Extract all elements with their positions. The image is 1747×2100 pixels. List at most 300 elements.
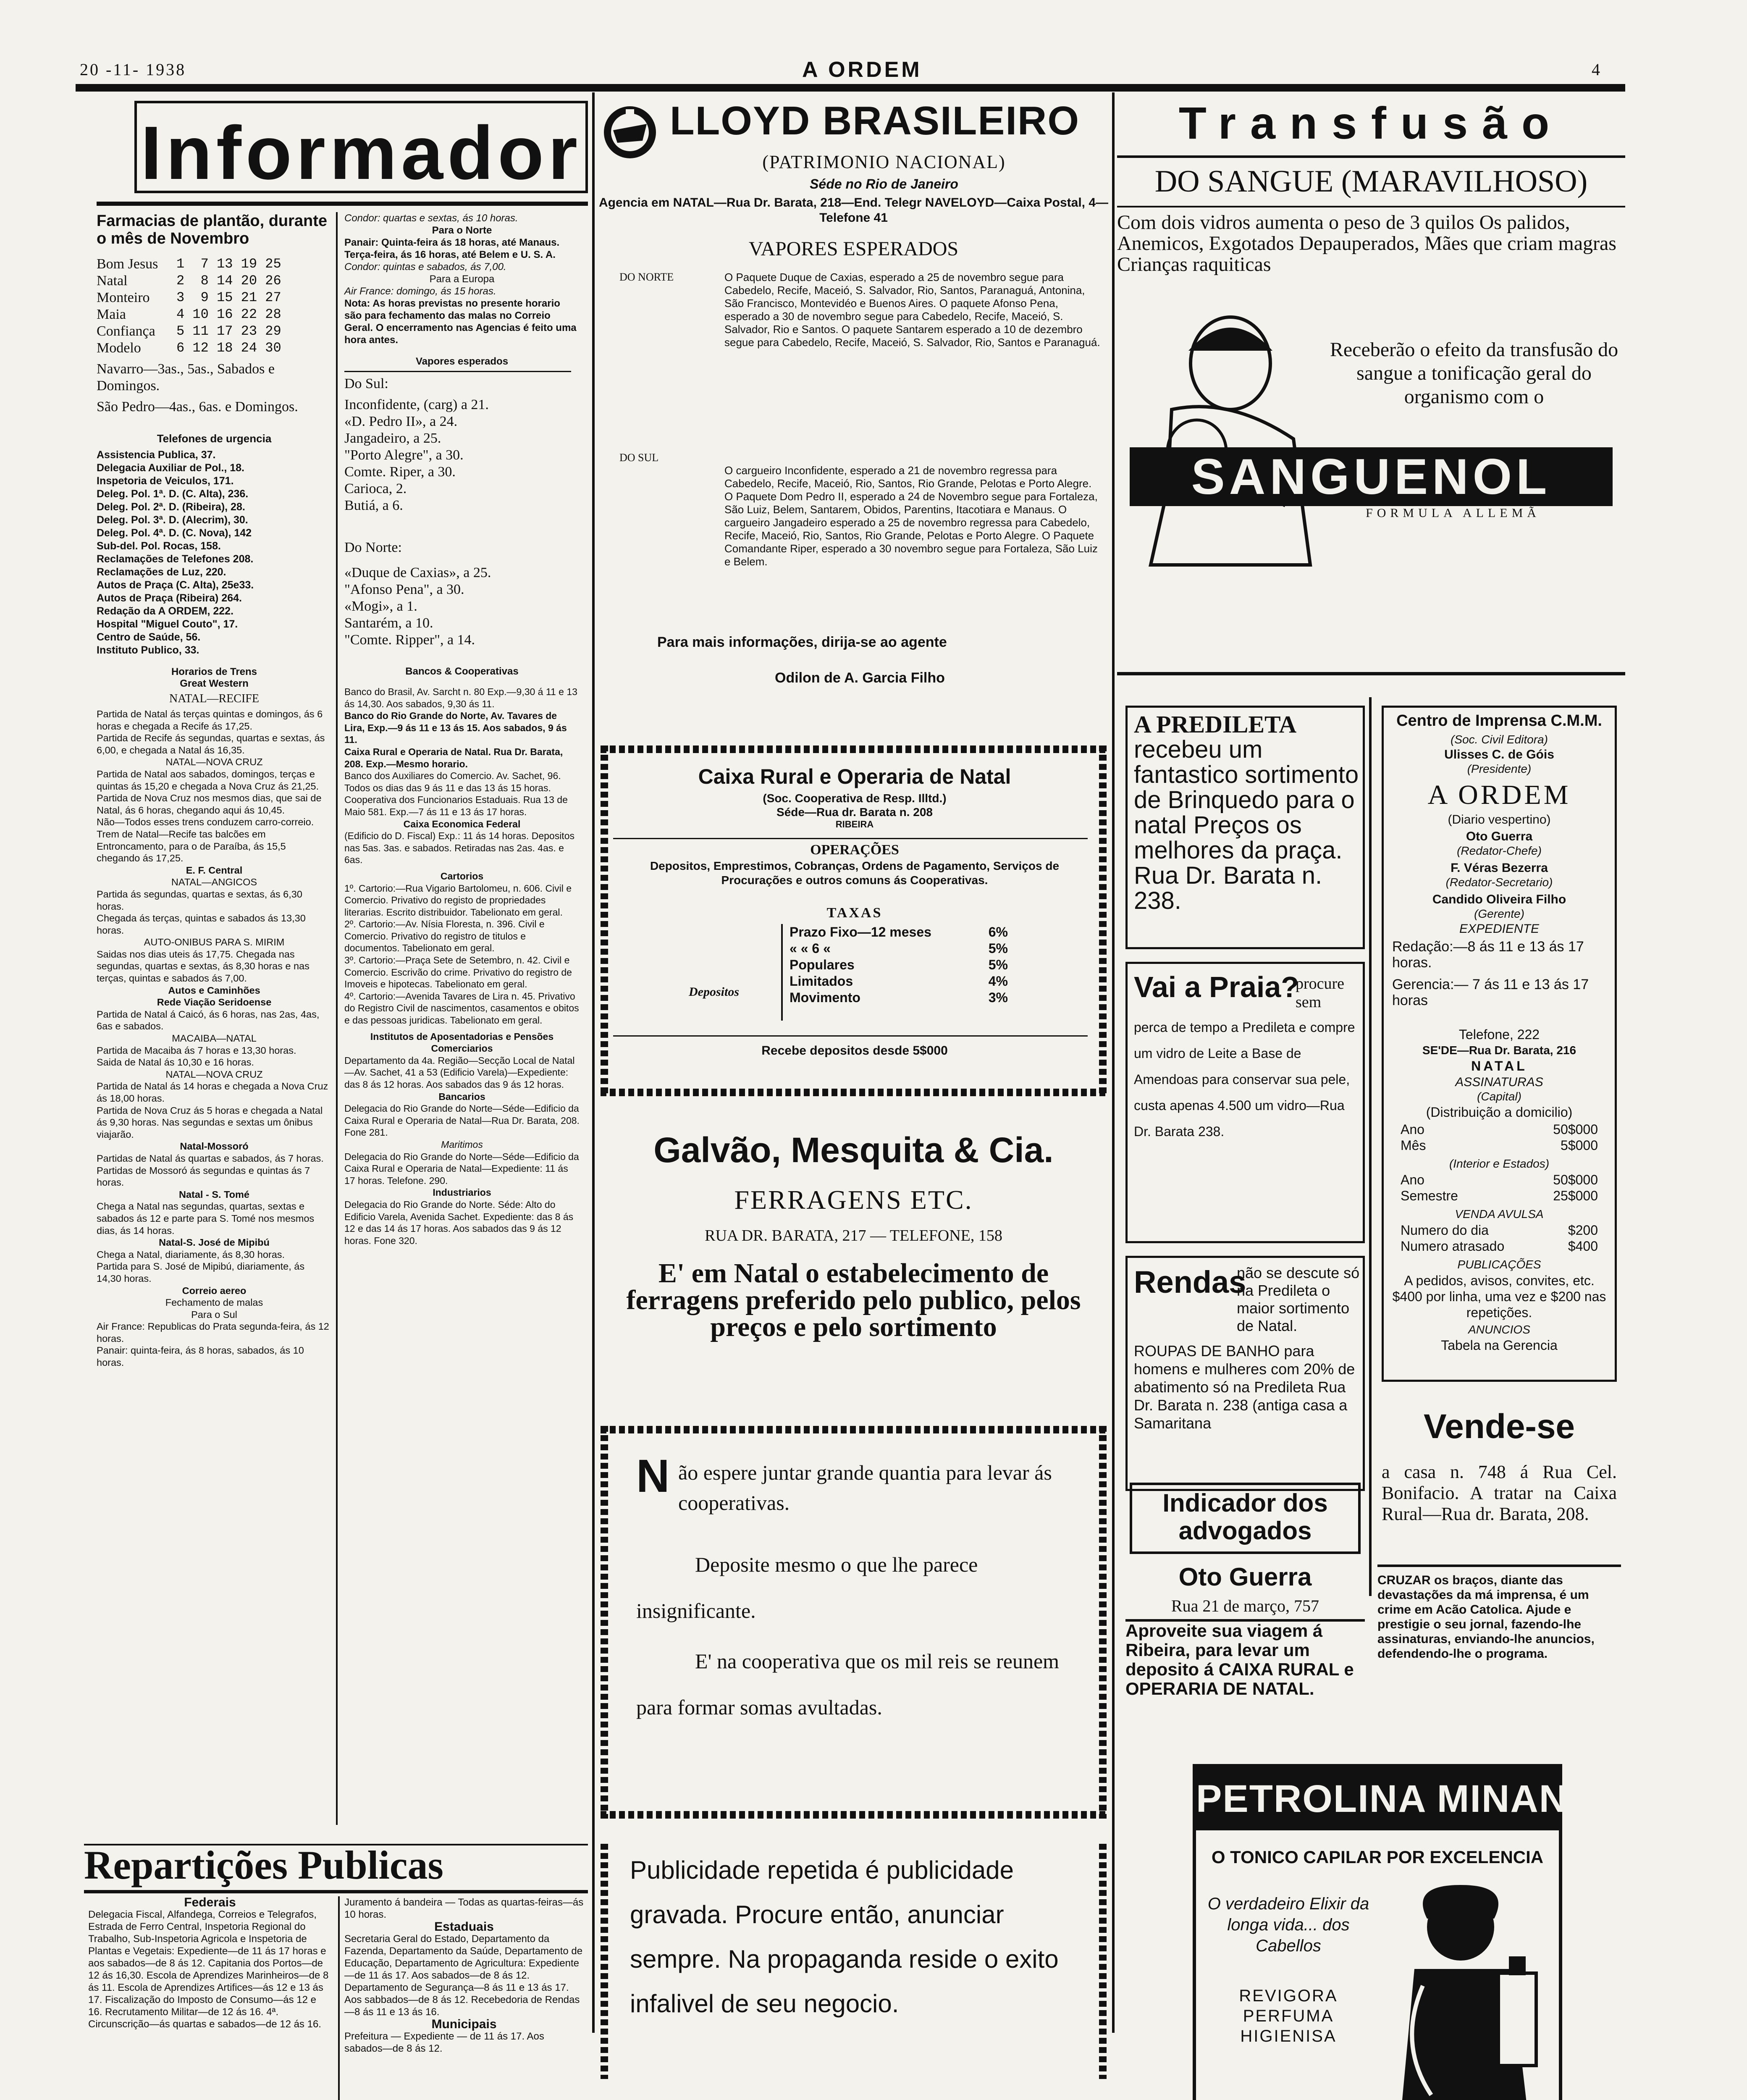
telefones-heading: Telefones de urgencia <box>157 432 272 445</box>
telefone-item: Deleg. Pol. 4ª. D. (C. Nova), 142 <box>97 527 252 539</box>
caixa-border-left <box>601 746 608 1096</box>
lloyd-info: Para mais informações, dirija-se ao agente <box>657 634 947 650</box>
horario-line: NATAL—NOVA CRUZ <box>165 1068 263 1080</box>
banco-line: Banco do Brasil, Av. Sarcht n. 80 Exp.—9,30 á 11 e 13 ás 14,30. Aos sabados, 9,30 ás 11. <box>344 686 577 709</box>
centro-assinaturas-heading: ASSINATURAS <box>1455 1075 1543 1089</box>
horario-line: Chegada ás terças, quintas e sabados ás 13,30 horas. <box>97 913 306 936</box>
informador <box>84 97 588 1835</box>
lloyd-emblem-icon <box>601 101 659 164</box>
rendas-roupas: ROUPAS DE BANHO para homens e mulheres com 20% de abatimento só na Predileta Rua Dr. Barata n. 238 (antiga casa a Samaritana <box>1134 1342 1355 1432</box>
horario-line: Partida para S. José de Mipibú, diariamente, ás 14,30 horas. <box>97 1261 305 1284</box>
informador-title: Informador <box>140 111 582 195</box>
predileta-text: recebeu um fantastico sortimento de Brinquedo para o natal Preços os melhores da praça. Rua Dr. Barata n. 238. <box>1134 736 1359 914</box>
lloyd-vapores-heading: VAPORES ESPERADOS <box>748 238 959 260</box>
caixa-divider-2 <box>613 1035 1088 1037</box>
taxa-value: 5% <box>988 957 1008 972</box>
banco-line: 4º. Cartorio:—Avenida Tavares de Lira n. 45. Privativo do Registro Civil de nascimentos, casamentos e obitos e das pessoas juridicas. Tabelionato em geral. <box>344 990 579 1026</box>
horario-line: Partida de Macaiba ás 7 horas e 13,30 horas. <box>97 1045 296 1056</box>
federais-text: Delegacia Fiscal, Alfandega, Correios e Telegrafos, Estrada de Ferro Central, Inspetoria Regional do Trabalho, Sub-Inspetoria Agricola e Inspetoria de Plantas e Vegetais: Expediente—de 11 ás 17 horas e aos sabados—de 8 ás 12. Capitania dos Portos—de 12 ás 16,30. Escola de Aprendizes Marinheiros—de 8 ás 11. Escola de Aprendizes Artifices—ás 12 e 13 ás 17. Fiscalização do Imposto de Consumo—ás 12 e 16. Recrutamento Militar—de 12 ás 16. 4ª. Circunscrição—ás quartas e sabados—de 12 ás 16. <box>88 1909 329 2030</box>
centro-publicacoes: A pedidos, avisos, convites, etc. $400 por linha, uma vez e $200 nas repetições. <box>1392 1273 1606 1320</box>
galvao-sub: FERRAGENS ETC. <box>734 1185 973 1215</box>
taxa-row <box>790 973 1008 990</box>
cruzar-text: CRUZAR os braços, diante das devastações da má imprensa, é um crime em Acão Catolica. Ajude e prestigie o seu jornal, fazendo-lhe assinaturas, enviando-lhe anuncios, defendendo-lhe o programa. <box>1377 1573 1595 1661</box>
coop-p2: Deposite mesmo o que lhe parece insignificante. <box>636 1553 978 1622</box>
navarro-text: Navarro—3as., 5as., Sabados e Domingos. <box>97 361 275 394</box>
horario-line: Autos e Caminhões <box>168 984 260 996</box>
taxa-label: Limitados <box>790 974 853 989</box>
centro-presidente: (Presidente) <box>1467 762 1532 775</box>
transfusao-title: Transfusão <box>1178 97 1564 148</box>
horario-line: Correio aereo <box>182 1285 247 1296</box>
transfusao-brand: SANGUENOL <box>1130 447 1613 506</box>
horario-line: E. F. Central <box>186 864 243 876</box>
vapor-line: Do Sul: <box>344 376 388 391</box>
petrolina-title: PETROLINA MINANCORA <box>1196 1767 1559 1830</box>
publicidade-text: Publicidade repetida é publicidade gravada. Procure então, anunciar sempre. Na propaganda reside o exito infalivel de seu negocio. <box>630 1856 1059 2018</box>
vai-praia-text: perca de tempo a Predileta e compre um vidro de Leite a Base de Amendoas para conservar sua pele, custa apenas 4.500 um vidro—Rua Dr. Barata 238. <box>1134 1020 1355 1139</box>
horario-line: Trem de Natal—Recife tas balcões em Entroncamento, para o de Paraíba, ás 15,5 chegando ás 17,25. <box>97 828 286 864</box>
telefone-item: Deleg. Pol. 3ª. D. (Alecrim), 30. <box>97 514 248 526</box>
taxa-row <box>790 940 1008 957</box>
taxa-value: 4% <box>988 974 1008 989</box>
coop-border-top <box>601 1426 1107 1433</box>
juramento-text: Juramento á bandeira — Todas as quartas-feiras—ás 10 horas. <box>344 1897 584 1920</box>
caixa-taxas-bracket <box>781 924 783 1021</box>
telefone-item: Autos de Praça (Ribeira) 264. <box>97 592 242 604</box>
farmacia-days: 2 8 14 20 26 <box>176 273 281 289</box>
vende-se-title: Vende-se <box>1423 1407 1575 1446</box>
horario-line: Natal-S. José de Mipibú <box>159 1237 270 1248</box>
centro-oto: Oto Guerra <box>1466 830 1533 843</box>
avulsa-value: $400 <box>1568 1239 1598 1254</box>
farmacia-row <box>97 340 332 357</box>
avulsa-label: Numero atrasado <box>1401 1239 1505 1254</box>
banco-line: Delegacia do Rio Grande do Norte—Séde—Edificio da Caixa Rural e Operaria de Natal—Rua Dr. Barata, 208. Fone 281. <box>344 1103 580 1138</box>
banco-line: (Edificio do D. Fiscal) Exp.: 11 ás 14 horas. Depositos nas 5as. 3as. e sabados. Retiradas nas 2as. 4as. e 6as. <box>344 830 574 866</box>
centro-telefone: Telefone, 222 <box>1458 1027 1540 1042</box>
farmacia-name: Natal <box>97 273 128 289</box>
horarios-heading: Horarios de Trens <box>171 666 257 677</box>
vapor-line: Butiá, a 6. <box>344 498 403 513</box>
lloyd-ad <box>598 94 1109 739</box>
elixir-bottle-figure-icon <box>1372 1877 1557 2100</box>
banco-line: Todos os dias das 9 ás 11 e das 13 ás 15 horas. <box>344 782 551 793</box>
caixa-border-right <box>1099 746 1107 1096</box>
banco-line: Cooperativa dos Funcionarios Estaduais. Rua 13 de Maio 581. Exp.—7 ás 11 e 13 ás 17 horas. <box>344 794 568 817</box>
preco-label: Ano <box>1401 1172 1424 1187</box>
telefone-item: Inspetoria de Veiculos, 171. <box>97 475 234 487</box>
caixa-rural-ad <box>613 756 1096 1088</box>
bancos-text <box>344 686 580 1247</box>
vapores-heading: Vapores esperados <box>415 356 509 367</box>
federais-heading: Federais <box>184 1895 236 1909</box>
farmacia-days: 1 7 13 19 25 <box>176 256 281 272</box>
publicidade-border-left <box>601 1844 608 2079</box>
avulsa-row <box>1401 1238 1598 1254</box>
masthead-page: 4 <box>1592 60 1602 79</box>
farmacia-row <box>97 273 332 289</box>
farmacia-days: 6 12 18 24 30 <box>176 340 281 356</box>
masthead-rule <box>76 84 1625 92</box>
horarios-text <box>97 708 332 1369</box>
informador-rule <box>97 202 588 206</box>
telefones-list <box>97 449 332 657</box>
preco-value: 25$000 <box>1553 1188 1598 1203</box>
taxa-value: 5% <box>988 941 1008 956</box>
vapores-list <box>344 375 580 648</box>
banco-line: Comerciarios <box>431 1043 493 1054</box>
vapor-line: Do Norte: <box>344 540 402 555</box>
banco-line: Departamento da 4a. Região—Secção Local de Natal—Av. Sachet, 41 a 53 (Edificio Varela)—Expediente: das 8 ás 12 horas. Aos sabados das 9 ás 12 horas. <box>344 1055 575 1090</box>
banco-line: Caixa Rural e Operaria de Natal. Rua Dr. Barata, 208. Exp.—Mesmo horario. <box>344 746 563 769</box>
horario-line: Partida ás segundas, quartas e sextas, ás 6,30 horas. <box>97 888 302 912</box>
horario-line: Não—Todos esses trens conduzem carro-correio. <box>97 816 314 828</box>
centro-redator-secretario: (Redator-Secretario) <box>1445 876 1553 889</box>
caixa-divider <box>613 838 1088 839</box>
banco-line: Cartorios <box>440 870 484 882</box>
reparticoes-federais <box>88 1896 332 2030</box>
farmacias-heading: Farmacias de plantão, durante o mês de Novembro <box>97 212 328 247</box>
transfusao-rule <box>1117 155 1625 158</box>
centro-distribuicao: (Distribuição a domicilio) <box>1426 1105 1573 1120</box>
transfusao-formula: FORMULA ALLEMÃ <box>1366 506 1540 520</box>
centro-avulsa-heading: VENDA AVULSA <box>1455 1208 1544 1221</box>
centro-anuncios-heading: ANUNCIOS <box>1468 1323 1530 1336</box>
caixa-city: RIBEIRA <box>835 819 874 830</box>
telefone-item: Deleg. Pol. 2ª. D. (Ribeira), 28. <box>97 501 245 513</box>
horario-line: Partida de Nova Cruz ás 5 horas e chegada a Natal ás 9,30 horas. Nas segundas e sextas um ônibus viajarão. <box>97 1105 323 1140</box>
correio-line: Air France: domingo, ás 15 horas. <box>344 286 496 297</box>
caixa-title: Caixa Rural e Operaria de Natal <box>698 765 1011 788</box>
centro-capital: (Capital) <box>1477 1090 1521 1103</box>
farmacia-days: 4 10 16 22 28 <box>176 307 281 322</box>
horario-line: Saidas nos dias uteis ás 17,75. Chegada nas segundas, quartas e sextas, ás 8,30 horas e nas terças, quintas e sabados ás 7,00. <box>97 948 310 984</box>
telefone-item: Reclamações de Luz, 220. <box>97 566 226 578</box>
vapor-line: Jangadeiro, a 25. <box>344 430 441 446</box>
centro-cidade: NATAL <box>1471 1058 1527 1074</box>
galvao-slogan: E' em Natal o estabelecimento de ferragens preferido pelo publico, pelos preços e pelo sortimento <box>626 1258 1081 1342</box>
taxa-row <box>790 924 1008 940</box>
indicador-address: Rua 21 de março, 757 <box>1171 1596 1319 1615</box>
farmacia-name: Modelo <box>97 340 141 356</box>
horario-line: Saida de Natal ás 10,30 e 16 horas. <box>97 1057 254 1068</box>
estaduais-text: Secretaria Geral do Estado, Departamento da Fazenda, Departamento da Saúde, Departamento de Educação, Departamento de Agricultura: Expediente—de 11 ás 17. Aos sabados—de 8 ás 12. Departamento de Segurança—8 ás 11 e 13 ás 17. Aos sabbados—de 8 ás 12. Recebedoria de Rendas—8 ás 11 e 13 ás 16. <box>344 1933 583 2018</box>
telefone-item: Hospital "Miguel Couto", 17. <box>97 618 238 630</box>
horario-line: MACAIBA—NATAL <box>172 1033 257 1044</box>
transfusao-sub: DO SANGUE (MARAVILHOSO) <box>1154 164 1588 199</box>
natal-recife-heading: NATAL—RECIFE <box>169 692 259 705</box>
centro-precos-table <box>1401 1121 1598 1153</box>
lloyd-agencia: Agencia em NATAL—Rua Dr. Barata, 218—End. Telegr NAVELOYD—Caixa Postal, 4—Telefone 41 <box>598 196 1109 225</box>
indicador-title: Indicador dos advogados <box>1162 1489 1328 1545</box>
horario-line: Air France: Republicas do Prata segunda-feira, ás 12 horas. <box>97 1321 329 1344</box>
centro-candido: Candido Oliveira Filho <box>1432 892 1566 906</box>
lloyd-title: LLOYD BRASILEIRO <box>670 98 1080 143</box>
transfusao-rule-2 <box>1117 206 1625 207</box>
preco-row <box>1401 1188 1598 1204</box>
farmacia-days: 3 9 15 21 27 <box>176 290 281 305</box>
vende-se-rule <box>1377 1564 1621 1567</box>
predileta-title: A PREDILETA <box>1134 711 1297 738</box>
banco-line: Institutos de Aposentadorias e Pensões <box>370 1031 554 1042</box>
preco-value: 50$000 <box>1553 1172 1598 1187</box>
correio-line: Panair: Quinta-feira ás 18 horas, até Manaus. Terça-feira, ás 16 horas, até Belem e U. S. A. <box>344 237 560 260</box>
centro-diario: (Diario vespertino) <box>1448 813 1551 827</box>
aproveite-text: Aproveite sua viagem á Ribeira, para levar um deposito á CAIXA RURAL e OPERARIA DE NATAL. <box>1125 1621 1354 1698</box>
petrolina-ad <box>1193 1764 1685 2100</box>
preco-row <box>1401 1121 1598 1137</box>
taxa-row <box>790 990 1008 1006</box>
horario-line: Partida de Natal ás 14 horas e chegada a Nova Cruz ás 18,00 horas. <box>97 1081 328 1104</box>
horario-line: Para o Sul <box>191 1309 237 1320</box>
telefone-item: Deleg. Pol. 1ª. D. (C. Alta), 236. <box>97 488 249 500</box>
caixa-taxas-table <box>790 924 1008 1006</box>
lloyd-do-norte-text: O Paquete Duque de Caxias, esperado a 25 de novembro segue para Cabedelo, Recife, Maceió, S. Salvador, Rio, Santos, Paranaguá, Antonina, São Francisco, Montevidéo e Buenos Aires. O paquete Afonso Pena, esperado a 30 de novembro segue para Cabedelo, Recife, Maceió, S. Salvador, Rio e Santos. O paquete Santarem esperado a 10 de dezembro segue para Cabedelo, Recife, Maceió, S. Salvador, Rio, Santos e Paranaguá. <box>724 271 1100 349</box>
indicador-box <box>1130 1483 1361 1554</box>
caixa-subtitle: (Soc. Cooperativa de Resp. Illtd.) <box>763 792 947 805</box>
centro-expediente-heading: EXPEDIENTE <box>1459 922 1540 936</box>
avulsa-row <box>1401 1222 1598 1238</box>
horario-line: Partida de Natal aos sabados, domingos, terças e quintas ás 15,20 e chegada a Nova Cruz ás 21,25. <box>97 768 319 792</box>
rendas-text: não se descute só na Predileta o maior sortimento de Natal. <box>1237 1264 1360 1334</box>
galvao-title: Galvão, Mesquita & Cia. <box>653 1130 1054 1170</box>
publicidade-border-right <box>1099 1844 1107 2079</box>
vapor-line: Inconfidente, (carg) a 21. <box>344 397 489 412</box>
right-column-rule <box>1117 672 1625 675</box>
vai-praia-title: Vai a Praia? <box>1134 971 1299 1003</box>
municipais-text: Prefeitura — Expediente — de 11 ás 17. Aos sabados—de 8 ás 12. <box>344 2031 544 2054</box>
column-rule-1 <box>592 92 595 2033</box>
horario-line: Natal - S. Tomé <box>178 1189 249 1200</box>
preco-row <box>1401 1172 1598 1188</box>
telefone-item: Centro de Saúde, 56. <box>97 631 201 643</box>
petrolina-elixir: O verdadeiro Elixir da longa vida... dos Cabellos <box>1207 1895 1369 1955</box>
column-rule-2 <box>1112 92 1115 2033</box>
caixa-sede: Séde—Rua dr. Barata n. 208 <box>776 806 933 819</box>
avulsa-label: Numero do dia <box>1401 1223 1489 1238</box>
farmacia-name: Bom Jesus <box>97 256 158 272</box>
correio-line: Condor: quartas e sextas, ás 10 horas. <box>344 213 518 224</box>
centro-redacao: Redação:—8 ás 11 e 13 ás 17 horas. <box>1392 939 1584 971</box>
banco-line: Industriarios <box>433 1187 491 1198</box>
horario-line: Natal-Mossoró <box>180 1141 249 1152</box>
vapor-line: "Comte. Ripper", a 14. <box>344 632 475 648</box>
vapor-line: Santarém, a 10. <box>344 615 433 631</box>
farmacia-days: 5 11 17 23 29 <box>176 323 281 339</box>
centro-title: Centro de Imprensa C.M.M. <box>1396 712 1602 730</box>
correio-line: Para a Europa <box>429 273 495 285</box>
centro-redator-chefe: (Redator-Chefe) <box>1457 844 1542 857</box>
reparticoes-title: Repartições Publicas <box>84 1843 443 1887</box>
farmacia-name: Confiança <box>97 323 155 339</box>
horario-line: Chega a Natal nas segundas, quartas, sextas e sabados ás 12 e parte para S. Tomé nos mesmos dias, ás 14 horas. <box>97 1201 315 1236</box>
lloyd-sede: Séde no Rio de Janeiro <box>810 176 958 192</box>
telefone-item: Sub-del. Pol. Rocas, 158. <box>97 540 221 552</box>
coop-p1: ão espere juntar grande quantia para levar ás cooperativas. <box>678 1461 1052 1515</box>
centro-soc: (Soc. Civil Editora) <box>1451 733 1548 746</box>
taxa-row <box>790 957 1008 973</box>
horario-line: Fechamento de malas <box>165 1297 263 1308</box>
informador-title-box <box>134 101 588 193</box>
farmacia-row <box>97 256 332 273</box>
horario-line: Partidas de Natal ás quartas e sabados, ás 7 horas. <box>97 1152 324 1164</box>
telefone-item: Reclamações de Telefones 208. <box>97 553 254 565</box>
banco-line: Caixa Economica Federal <box>403 818 521 830</box>
vapor-line: "Afonso Pena", a 30. <box>344 582 464 597</box>
preco-label: Mês <box>1401 1138 1426 1153</box>
vapores-rule <box>344 371 571 372</box>
petrolina-tonico: O TONICO CAPILAR POR EXCELENCIA <box>1211 1847 1544 1867</box>
centro-avulsa-table <box>1401 1222 1598 1254</box>
farmacia-row <box>97 323 332 340</box>
transfusao-text1: Com dois vidros aumenta o peso de 3 quilos Os palidos, Anemicos, Exgotados Depauperados, Mães que criam magras Crianças raquiticas <box>1117 211 1616 276</box>
masthead-title: A ORDEM <box>802 58 922 82</box>
preco-value: 50$000 <box>1553 1122 1598 1137</box>
coop-border-left <box>601 1426 608 1819</box>
rendas-ad <box>1125 1256 1365 1491</box>
banco-line: Maritimos <box>441 1139 483 1150</box>
petrolina-revigora: REVIGORA PERFUMA HIGIENISA <box>1239 1987 1338 2045</box>
horario-line: Partida de Natal ás terças quintas e domingos, ás 6 horas e chegada a Recife ás 17,25. <box>97 709 323 732</box>
horario-line: Rede Viação Seridoense <box>157 997 272 1008</box>
taxa-label: Prazo Fixo—12 meses <box>790 924 931 940</box>
centro-interior: (Interior e Estados) <box>1449 1157 1550 1170</box>
predileta-ad <box>1125 706 1365 949</box>
centro-anuncios: Tabela na Gerencia <box>1441 1338 1558 1353</box>
farmacia-name: Maia <box>97 307 126 322</box>
centro-gerencia: Gerencia:— 7 ás 11 e 13 ás 17 horas <box>1392 976 1589 1008</box>
horario-line: Partida de Recife ás segundas, quartas e sextas, ás 6,00, e chegada a Natal ás 16,35. <box>97 732 325 756</box>
taxa-label: Movimento <box>790 990 860 1005</box>
coop-border-bottom <box>601 1811 1107 1819</box>
farmacias-table <box>97 256 332 357</box>
caixa-operacoes-text: Depositos, Emprestimos, Cobranças, Ordens de Pagamento, Serviços de Procurações e outros comuns ás Cooperativas. <box>650 859 1060 887</box>
vapor-line: «D. Pedro II», a 24. <box>344 414 458 429</box>
caixa-taxas-heading: TAXAS <box>826 905 883 921</box>
centro-gerente: (Gerente) <box>1474 907 1524 920</box>
farmacia-name: Monteiro <box>97 290 150 305</box>
centro-jornal: A ORDEM <box>1427 780 1571 810</box>
banco-line: Delegacia do Rio Grande do Norte. Séde: Alto do Edificio Varela, Avenida Sachet. Expediente: das 8 ás 12 e das 14 ás 17 horas. Aos sabados das 9 ás 12 horas. Fone 320. <box>344 1199 574 1246</box>
informador-inner-rule <box>336 212 338 1825</box>
centro-sede: SE'DE—Rua Dr. Barata, 216 <box>1422 1044 1576 1057</box>
vende-se-text: a casa n. 748 á Rua Cel. Bonifacio. A tratar na Caixa Rural—Rua dr. Barata, 208. <box>1382 1462 1617 1524</box>
preco-row <box>1401 1137 1598 1153</box>
centro-ulisses: Ulisses C. de Góis <box>1444 748 1554 761</box>
vapor-line: «Mogi», a 1. <box>344 598 417 614</box>
informador-left-col <box>97 212 332 1369</box>
centro-precos2-table <box>1401 1172 1598 1204</box>
vapor-line: Comte. Riper, a 30. <box>344 464 456 480</box>
horario-line: Chega a Natal, diariamente, ás 8,30 horas. <box>97 1249 285 1260</box>
lloyd-do-norte-label: DO NORTE <box>619 271 674 283</box>
horario-line: Partidas de Mossoró ás segundas e quintas ás 7 horas. <box>97 1165 310 1188</box>
caixa-recebe: Recebe depositos desde 5$000 <box>761 1044 948 1058</box>
taxa-value: 3% <box>988 990 1008 1005</box>
preco-label: Semestre <box>1401 1188 1458 1203</box>
bancos-heading: Bancos & Cooperativas <box>405 666 519 677</box>
caixa-border-top <box>601 746 1107 753</box>
horario-line: Panair: quinta-feira, ás 8 horas, sabados, ás 10 horas. <box>97 1345 304 1368</box>
lloyd-do-sul-text: O cargueiro Inconfidente, esperado a 21 de novembro regressa para Cabedelo, Recife, Maceió, Rio, Santos, Rio Grande, Pelotas e Porto Alegre. O Paquete Dom Pedro II, esperado a 24 de Novembro segue para Fortaleza, São Luiz, Belem, Santarem, Obidos, Parentins, Itacotiara e Manaus. O cargueiro Jangadeiro esperado a 25 de novembro regressa para Cabedelo, Recife, Maceió, Rio, Santos, Rio Grande, Pelotas e Porto Alegre. O Paquete Comandante Riper, esperado a 30 novembro segue para Fortaleza, São Luiz e Belem. <box>724 464 1098 568</box>
banco-line: 3º. Cartorio:—Praça Sete de Setembro, n. 42. Civil e Comercio. Escrivão do crime. Privativo do registro de Imoveis e hipotecas. Tabelionato em geral. <box>344 955 572 990</box>
farmacia-row <box>97 306 332 323</box>
vapor-line: Carioca, 2. <box>344 481 407 496</box>
vapor-line: «Duque de Caxias», a 25. <box>344 565 491 580</box>
caixa-border-bottom <box>601 1089 1107 1096</box>
telefone-item: Delegacia Auxiliar de Pol., 18. <box>97 462 245 474</box>
informador-right-col <box>344 212 580 1247</box>
centro-imprensa <box>1382 706 1617 1382</box>
galvao-ad <box>598 1100 1109 1407</box>
centro-veras: F. Véras Bezerra <box>1451 861 1548 875</box>
avulsa-value: $200 <box>1568 1223 1598 1238</box>
horario-line: NATAL—NOVA CRUZ <box>165 756 263 768</box>
lloyd-do-sul-label: DO SUL <box>619 452 659 464</box>
correio-line: Para o Norte <box>432 225 492 236</box>
centro-publicacoes-heading: PUBLICAÇÕES <box>1457 1258 1541 1271</box>
telefone-item: Redação da A ORDEM, 222. <box>97 605 234 617</box>
correio-line: Nota: As horas previstas no presente horario são para fechamento das malas no Correio Geral. O encerramento nas Agencias é feito uma hora antes. <box>344 298 577 346</box>
galvao-address: RUA DR. BARATA, 217 — TELEFONE, 158 <box>705 1227 1002 1244</box>
correio-line: Condor: quintas e sabados, ás 7,00. <box>344 261 506 273</box>
lloyd-agent: Odilon de A. Garcia Filho <box>775 670 945 686</box>
telefone-item: Instituto Publico, 33. <box>97 644 199 656</box>
banco-line: Banco do Rio Grande do Norte, Av. Tavares de Lira, Exp.—9 ás 11 e 13 ás 15. Aos sabados, 9 ás 11. <box>344 710 567 746</box>
caixa-depositos-label: Depositos <box>689 985 739 999</box>
municipais-heading: Municipais <box>431 2017 497 2031</box>
coop-p3: E' na cooperativa que os mil reis se reunem para formar somas avultadas. <box>636 1649 1060 1719</box>
horario-line: AUTO-ONIBUS PARA S. MIRIM <box>144 937 285 948</box>
preco-value: 5$000 <box>1561 1138 1598 1153</box>
transfusao-text2: Receberão o efeito da transfusão do sangue a tonificação geral do organismo com o <box>1330 339 1618 408</box>
great-western-heading: Great Western <box>180 678 249 689</box>
taxa-label: Populares <box>790 957 855 972</box>
banco-line: Delegacia do Rio Grande do Norte—Séde—Edificio da Caixa Rural e Operaria de Natal—Expediente: 11 ás 17 horas. Telefone. 290. <box>344 1151 579 1186</box>
banco-line: Bancarios <box>438 1091 485 1102</box>
mother-child-illustration-icon <box>1134 313 1314 565</box>
taxa-label: « « 6 « <box>790 941 831 956</box>
masthead-date: 20 -11- 1938 <box>80 60 186 79</box>
farmacia-row <box>97 289 332 306</box>
preco-label: Ano <box>1401 1122 1424 1137</box>
reparticoes-inner-rule <box>338 1896 340 2100</box>
estaduais-heading: Estaduais <box>434 1920 494 1934</box>
banco-line: 1º. Cartorio:—Rua Vigario Bartolomeu, n. 606. Civil e Comercio. Privativo do registo de propriedades literarias. Escrito distribuidor. Tabelionato em geral. <box>344 882 572 918</box>
rendas-title: Rendas <box>1134 1265 1246 1299</box>
horario-line: Partida de Nova Cruz nos mesmos dias, que sai de Natal, ás 6 horas, chegando aqui ás 10,45. <box>97 793 322 816</box>
banco-line: 2º. Cartorio:—Av. Nísia Floresta, n. 396. Civil e Comercio. Privativo do registro de titulos e documentos. Tabelionato em geral. <box>344 919 545 954</box>
sao-pedro-text: São Pedro—4as., 6as. e Domingos. <box>97 399 298 415</box>
lloyd-subtitle: (PATRIMONIO NACIONAL) <box>762 152 1006 172</box>
telefone-item: Autos de Praça (C. Alta), 25e33. <box>97 579 254 591</box>
taxa-value: 6% <box>988 924 1008 940</box>
vai-praia-ad <box>1125 962 1365 1243</box>
caixa-operacoes-heading: OPERAÇÕES <box>810 842 899 858</box>
reparticoes-estaduais <box>344 1896 584 2055</box>
reparticoes-rule <box>84 1890 588 1893</box>
banco-line: Banco dos Auxiliares do Comercio. Av. Sachet, 96. <box>344 770 561 782</box>
horario-line: NATAL—ANGICOS <box>171 877 257 888</box>
coop-border-right <box>1099 1426 1107 1819</box>
indicador-name: Oto Guerra <box>1178 1563 1312 1591</box>
transfusao-ad <box>1117 94 1625 640</box>
vai-praia-procure: procure sem <box>1296 975 1345 1011</box>
column-rule-3 <box>1369 697 1372 1596</box>
predileta-text-wrap <box>1134 712 1361 914</box>
vapor-line: "Porto Alegre", a 30. <box>344 447 464 463</box>
telefone-item: Assistencia Publica, 37. <box>97 449 216 461</box>
